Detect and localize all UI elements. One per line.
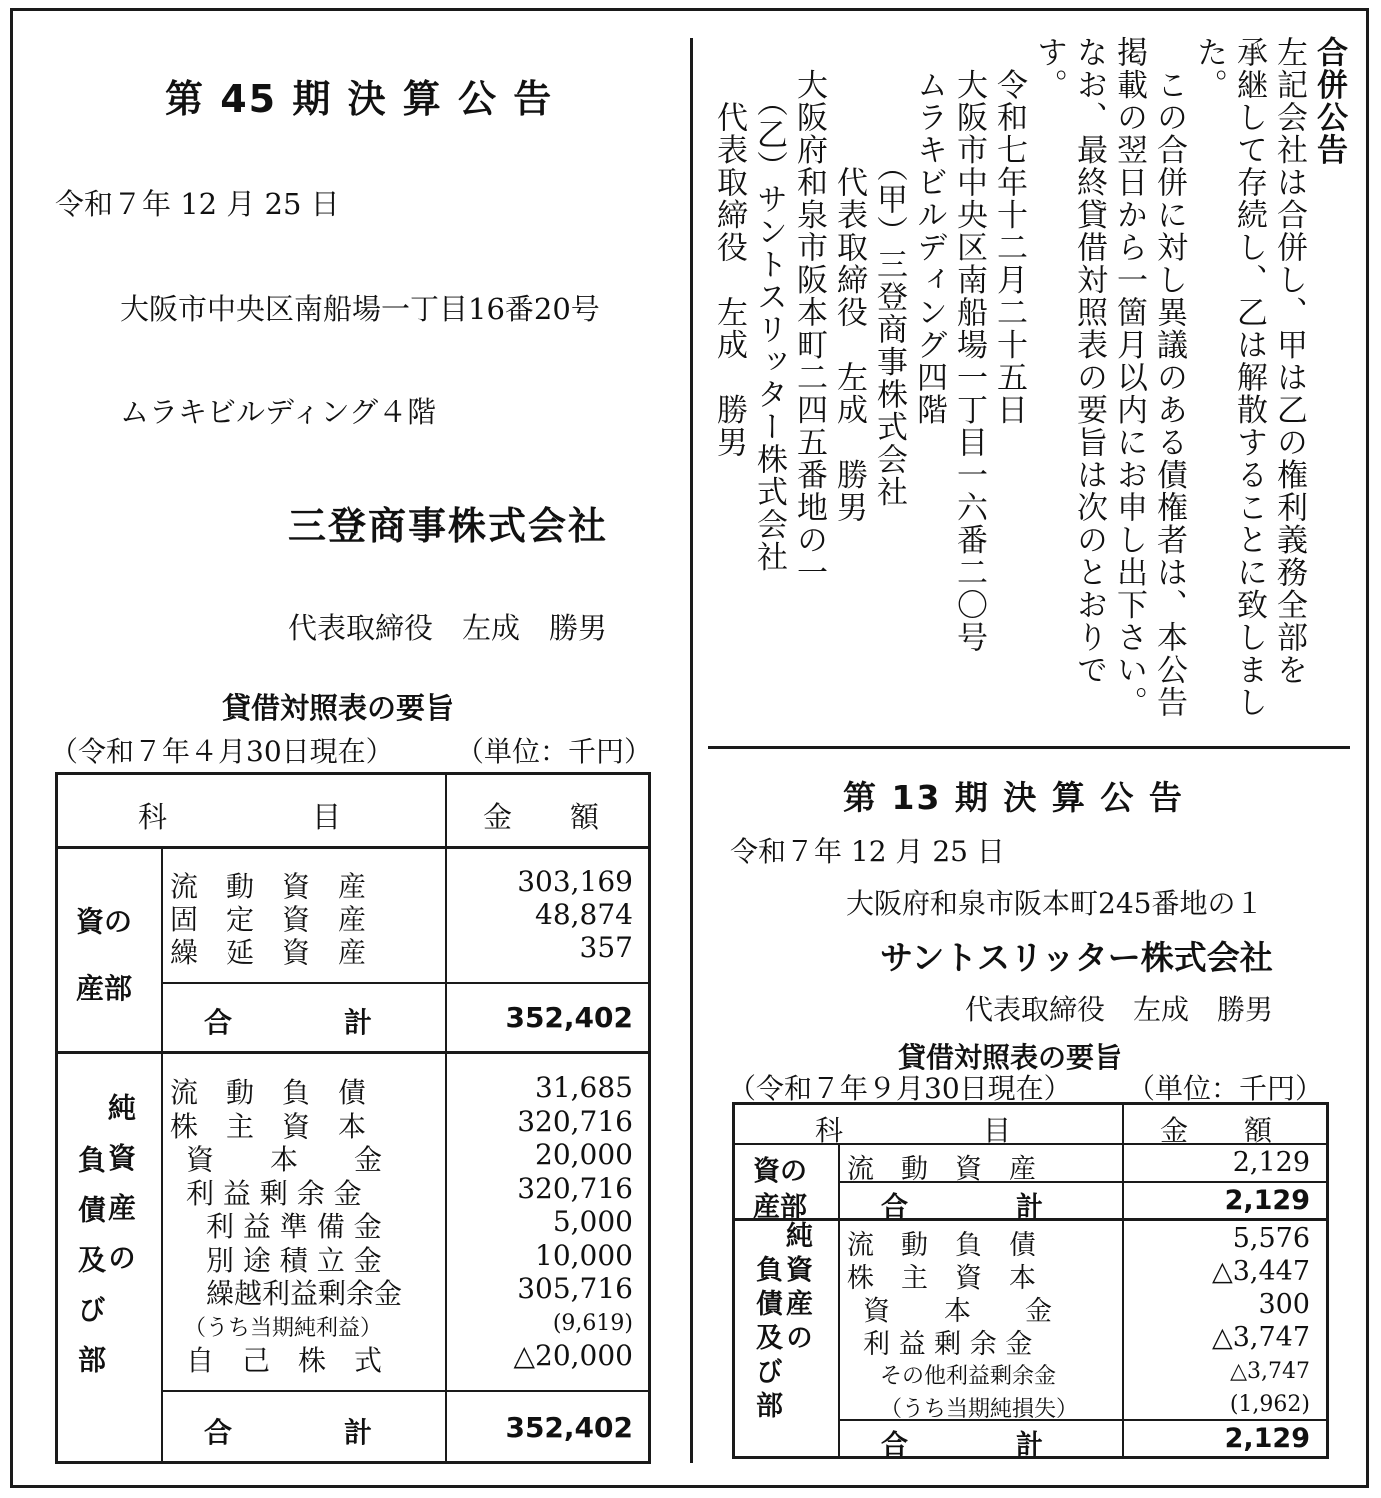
- assets-section-line1: 資の: [753, 1156, 807, 1187]
- asset-label: 流 動 資 産: [170, 870, 367, 903]
- left-balance-table: [55, 772, 651, 1464]
- merger-text-column: 掲載の翌日から一箇月以内にお申し出下さい。: [1111, 36, 1147, 719]
- merger-text-column: この合併に対し異議のある債権者は、本公告: [1151, 36, 1187, 719]
- left-bs-unit: （単位：千円）: [456, 735, 653, 768]
- merger-text-column: 承継して存続し、乙は解散することに致しまし: [1231, 36, 1267, 719]
- asset-value: 48,874: [535, 898, 633, 931]
- right-address: 大阪府和泉市阪本町245番地の１: [846, 887, 1264, 920]
- asset-label: 固 定 資 産: [170, 903, 367, 936]
- liability-value: △3,747: [1230, 1359, 1310, 1384]
- merger-text-column: す。: [1031, 36, 1067, 101]
- liability-value: △20,000: [513, 1339, 633, 1372]
- liability-label: 利 益 剰 余 金: [186, 1176, 362, 1210]
- merger-text-column: （甲）三登商事株式会社: [871, 36, 907, 508]
- liab-section-col1: 負債及び部: [74, 1145, 107, 1395]
- column-divider: [690, 38, 693, 1463]
- left-bs-date: （令和７年４月30日現在）: [50, 735, 394, 768]
- liability-value: 5,576: [1232, 1223, 1310, 1254]
- asset-value: 2,129: [1232, 1147, 1310, 1178]
- liability-label: 利 益 準 備 金: [206, 1210, 382, 1243]
- merger-text-column: 大阪市中央区南船場一丁目一六番二〇号: [951, 36, 987, 654]
- assets-total-label: 合 計: [881, 1192, 1043, 1223]
- liability-label: 別 途 積 立 金: [206, 1243, 382, 1277]
- assets-total-rule: [161, 982, 648, 984]
- merger-text-column: た。: [1191, 36, 1227, 101]
- liability-value: 320,716: [517, 1104, 633, 1138]
- liability-label: 利 益 剰 余 金: [863, 1329, 1033, 1360]
- assets-total-value: 352,402: [505, 1001, 633, 1034]
- liability-label: 資 本 金: [863, 1296, 1052, 1327]
- left-representative: 代表取締役 左成 勝男: [288, 611, 608, 645]
- left-address: 大阪市中央区南船場一丁目16番20号: [120, 292, 600, 326]
- section-column-rule: [161, 846, 163, 1461]
- right-balance-table: [732, 1102, 1329, 1459]
- section-rule: [58, 1051, 648, 1054]
- left-date: 令和７年 12 月 25 日: [55, 187, 340, 221]
- liability-label: （うち当期純利益）: [184, 1315, 383, 1341]
- merger-text-column: ムラキビルディング四階: [911, 36, 947, 426]
- left-bs-title: 貸借対照表の要旨: [222, 691, 455, 725]
- liab-total-rule: [161, 1390, 648, 1392]
- liability-value: 320,716: [517, 1171, 633, 1205]
- merger-text-column: 代表取締役 左成 勝男: [711, 36, 747, 459]
- right-bs-unit: （単位：千円）: [1127, 1072, 1324, 1105]
- liability-label: 資 本 金: [186, 1143, 383, 1176]
- asset-label: 流 動 資 産: [847, 1154, 1036, 1185]
- left-title: 第 45 期 決 算 公 告: [165, 77, 554, 121]
- amount-column-rule: [445, 775, 447, 1461]
- right-date: 令和７年 12 月 25 日: [730, 835, 1005, 868]
- liab-total-value: 352,402: [505, 1411, 633, 1444]
- liability-value: △3,747: [1211, 1322, 1310, 1353]
- assets-section-line1: 資の: [76, 905, 133, 938]
- amount-column-rule: [1122, 1105, 1124, 1456]
- right-company: サントスリッター株式会社: [880, 938, 1273, 977]
- assets-section-line2: 産部: [76, 972, 133, 1005]
- merger-text-column: なお、最終貸借対照表の要旨は次のとおりで: [1071, 36, 1107, 686]
- right-bs-title: 貸借対照表の要旨: [898, 1041, 1123, 1074]
- header-rule: [58, 846, 648, 849]
- right-representative: 代表取締役 左成 勝男: [965, 993, 1274, 1026]
- asset-value: 303,169: [517, 865, 633, 898]
- liability-label: 流 動 負 債: [847, 1230, 1036, 1261]
- liab-total-label: 合 計: [204, 1416, 373, 1449]
- section-column-rule: [838, 1143, 840, 1456]
- liability-label: 株 主 資 本: [170, 1109, 367, 1143]
- liability-label: 流 動 負 債: [170, 1076, 367, 1109]
- assets-total-label: 合 計: [204, 1006, 373, 1039]
- liab-total-value: 2,129: [1224, 1423, 1310, 1454]
- merger-text-column: 大阪府和泉市阪本町二四五番地の一: [791, 36, 827, 589]
- merger-text-column: 令和七年十二月二十五日: [991, 36, 1027, 426]
- merger-text-column: 左記会社は合併し、甲は乙の権利義務全部を: [1271, 36, 1307, 686]
- liability-value: 305,716: [517, 1272, 633, 1305]
- liability-value: 31,685: [535, 1071, 633, 1104]
- liability-value: △3,447: [1211, 1256, 1310, 1287]
- asset-label: 繰 延 資 産: [170, 936, 367, 969]
- liability-value: (1,962): [1229, 1392, 1310, 1417]
- liability-value: 20,000: [535, 1138, 633, 1171]
- liability-label: その他利益剰余金: [880, 1364, 1057, 1389]
- liability-label: 株 主 資 本: [847, 1263, 1036, 1294]
- assets-section-line2: 産部: [753, 1192, 807, 1223]
- left-building: ムラキビルディング４階: [120, 395, 437, 429]
- right-title: 第 13 期 決 算 公 告: [843, 778, 1184, 817]
- header-amount: 金 額: [483, 800, 600, 834]
- merger-text-column: （乙）サントスリッター株式会社: [751, 36, 787, 573]
- header-amount: 金 額: [1160, 1114, 1273, 1147]
- right-bs-date: （令和７年９月30日現在）: [728, 1072, 1072, 1105]
- liability-value: 300: [1258, 1289, 1310, 1320]
- merger-title: 合併公告: [1311, 36, 1347, 166]
- liability-label: 自 己 株 式: [186, 1344, 383, 1377]
- header-item: 科 目: [815, 1114, 1012, 1147]
- liability-value: 10,000: [535, 1238, 633, 1272]
- merger-text-column: 代表取締役 左成 勝男: [831, 36, 867, 524]
- liability-value: 5,000: [552, 1205, 633, 1238]
- liab-section-col2: 純資産の: [104, 1093, 137, 1293]
- header-item: 科 目: [138, 800, 342, 834]
- liability-label: 繰越利益剰余金: [206, 1277, 403, 1310]
- liab-total-label: 合 計: [881, 1430, 1043, 1461]
- liab-section-col2: 純資産の: [781, 1221, 812, 1357]
- section-divider: [708, 746, 1350, 749]
- assets-total-value: 2,129: [1224, 1185, 1310, 1216]
- liability-label: （うち当期純損失）: [880, 1397, 1079, 1422]
- left-company: 三登商事株式会社: [288, 504, 609, 548]
- asset-value: 357: [579, 931, 633, 964]
- liability-value: (9,619): [552, 1310, 633, 1336]
- liab-section-col1: 負債及び部: [751, 1255, 782, 1425]
